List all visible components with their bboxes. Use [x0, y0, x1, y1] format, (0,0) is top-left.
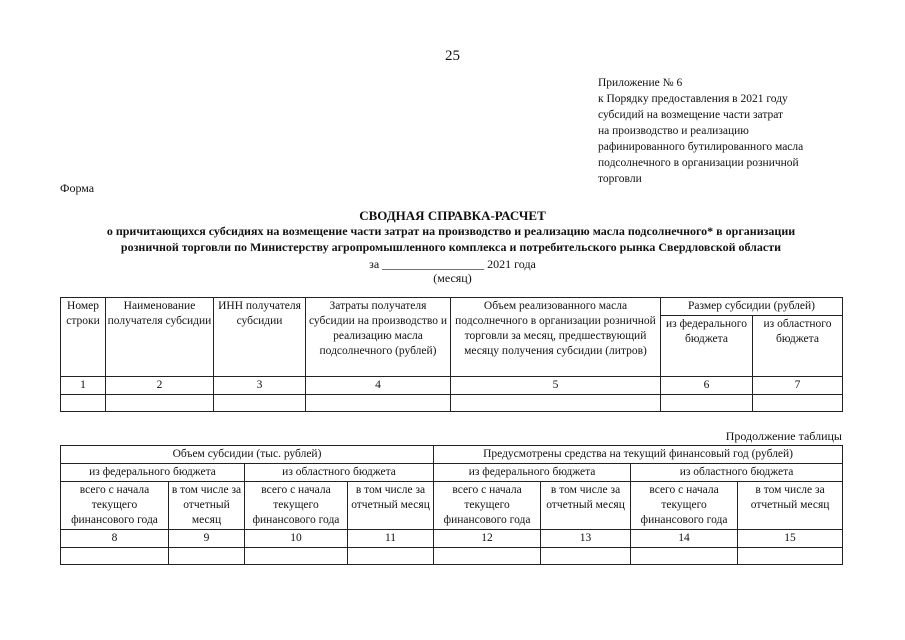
empty-cell: [245, 548, 348, 565]
sub-header-federal: из федерального бюджета: [661, 316, 753, 377]
col-header-total-year: всего с начала текущего финансового года: [631, 482, 738, 530]
column-number: 5: [451, 377, 661, 395]
group-header-subsidy-volume: Объем субсидии (тыс. рублей): [61, 446, 434, 464]
empty-cell: [753, 395, 843, 412]
subsidy-table-main: [60, 297, 843, 412]
budget-header-federal: из федерального бюджета: [61, 464, 245, 482]
document-title: СВОДНАЯ СПРАВКА-РАСЧЕТ: [359, 208, 546, 223]
appendix-line: субсидий на возмещение части затрат: [598, 109, 784, 121]
page-number: 25: [445, 48, 460, 64]
col-header-total-year: всего с начала текущего финансового года: [61, 482, 169, 530]
table-row-empty: [61, 548, 843, 565]
empty-cell: [434, 548, 541, 565]
period-note: (месяц): [433, 271, 472, 285]
group-header-subsidy-size: Размер субсидии (рублей): [661, 298, 843, 316]
col-header-costs: Затраты получателя субсидии на производство и реализацию масла подсолнечного (рублей): [306, 298, 451, 377]
column-number: 2: [106, 377, 214, 395]
empty-cell: [348, 548, 434, 565]
appendix-line: на производство и реализацию: [598, 125, 749, 137]
column-number: 3: [214, 377, 306, 395]
column-number: 6: [661, 377, 753, 395]
column-number: 1: [61, 377, 106, 395]
document-subtitle: [60, 224, 842, 255]
col-header-reporting-month: в том числе за отчетный месяц: [348, 482, 434, 530]
subtitle-line: о причитающихся субсидиях на возмещение части затрат на производство и реализацию масла подсолнечного* в организации: [106, 224, 796, 238]
appendix-block: [598, 75, 848, 187]
col-header-total-year: всего с начала текущего финансового года: [434, 482, 541, 530]
empty-cell: [631, 548, 738, 565]
appendix-line: к Порядку предоставления в 2021 году: [598, 93, 788, 105]
column-number: 4: [306, 377, 451, 395]
empty-cell: [541, 548, 631, 565]
column-number: 8: [61, 530, 169, 548]
appendix-line: торговли: [598, 173, 642, 185]
col-header-reporting-month: в том числе за отчетный месяц: [169, 482, 245, 530]
empty-cell: [61, 548, 169, 565]
column-number: 7: [753, 377, 843, 395]
empty-cell: [451, 395, 661, 412]
col-header-row-number: Номер строки: [61, 298, 106, 377]
column-number: 11: [348, 530, 434, 548]
form-label: Форма: [60, 181, 95, 195]
column-number: 9: [169, 530, 245, 548]
table-row-empty: [61, 395, 843, 412]
column-number: 12: [434, 530, 541, 548]
col-header-volume: Объем реализованного масла подсолнечного в организации розничной торговли за месяц, предшествующий месяцу получения субсидии (литров): [451, 298, 661, 377]
period-line: за _________________ 2021 года: [369, 257, 536, 271]
col-header-total-year: всего с начала текущего финансового года: [245, 482, 348, 530]
empty-cell: [214, 395, 306, 412]
column-number: 15: [738, 530, 843, 548]
appendix-line: подсолнечного в организации розничной: [598, 157, 799, 169]
budget-header-federal: из федерального бюджета: [434, 464, 631, 482]
col-header-recipient-name: Наименование получателя субсидии: [106, 298, 214, 377]
col-header-inn: ИНН получателя субсидии: [214, 298, 306, 377]
column-number: 13: [541, 530, 631, 548]
sub-header-regional: из областного бюджета: [753, 316, 843, 377]
empty-cell: [61, 395, 106, 412]
column-number: 14: [631, 530, 738, 548]
empty-cell: [738, 548, 843, 565]
budget-header-regional: из областного бюджета: [631, 464, 843, 482]
empty-cell: [169, 548, 245, 565]
empty-cell: [106, 395, 214, 412]
column-number: 10: [245, 530, 348, 548]
continuation-label: Продолжение таблицы: [725, 429, 842, 443]
appendix-line: рафинированного бутилированного масла: [598, 141, 804, 153]
empty-cell: [306, 395, 451, 412]
subtitle-line: розничной торговли по Министерству агропромышленного комплекса и потребительского рынка Свердловской области: [120, 239, 782, 254]
group-header-planned-funds: Предусмотрены средства на текущий финансовый год (рублей): [434, 446, 843, 464]
appendix-line: Приложение № 6: [598, 77, 683, 89]
budget-header-regional: из областного бюджета: [245, 464, 434, 482]
col-header-reporting-month: в том числе за отчетный месяц: [738, 482, 843, 530]
subsidy-table-continuation: [60, 445, 843, 565]
col-header-reporting-month: в том числе за отчетный месяц: [541, 482, 631, 530]
empty-cell: [661, 395, 753, 412]
